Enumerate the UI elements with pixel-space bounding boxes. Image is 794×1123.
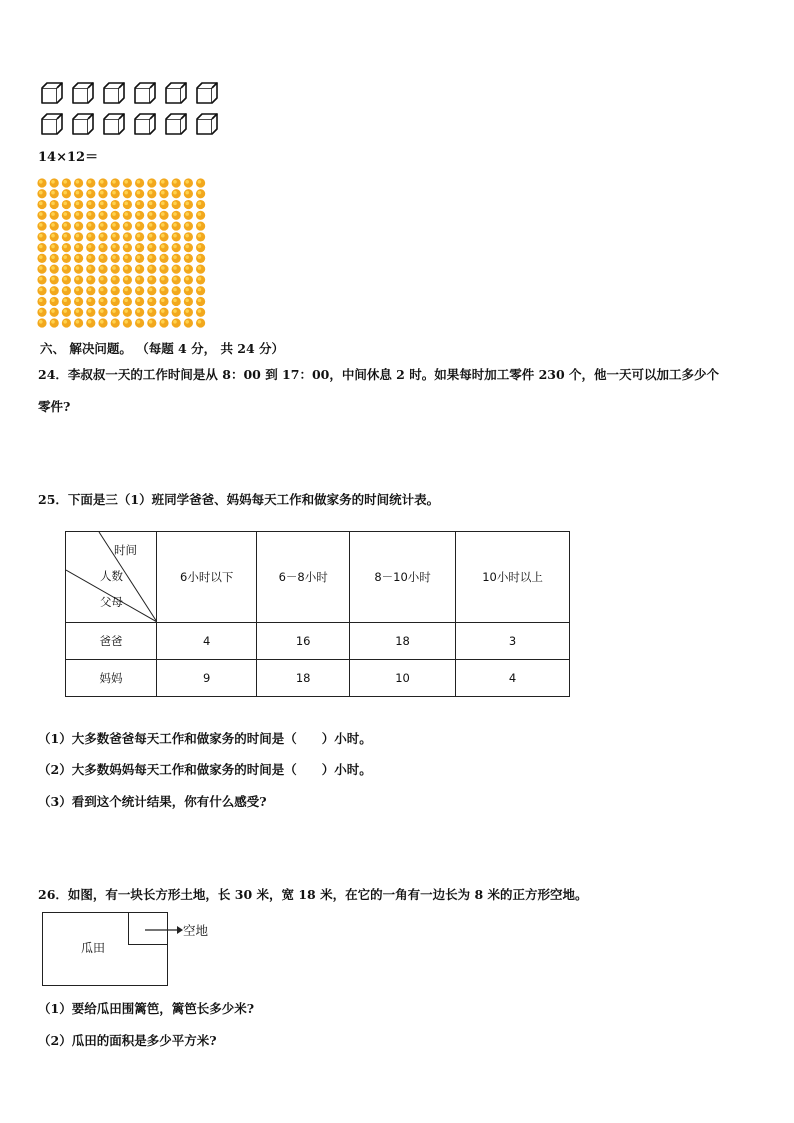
dot-highlight [173,245,177,249]
dot-highlight [100,245,104,249]
dot-highlight [63,245,67,249]
table-cell: 16 [257,623,350,660]
dot-highlight [39,202,43,206]
dot-highlight [88,309,92,313]
cube [197,83,217,103]
dot-highlight [39,223,43,227]
table-cell: 3 [456,623,570,660]
dot-highlight [137,245,141,249]
dot-highlight [198,320,202,324]
dot-highlight [51,202,55,206]
dot-highlight [161,277,165,281]
dot-highlight [88,234,92,238]
dot-highlight [185,202,189,206]
dot-highlight [198,223,202,227]
dot-highlight [88,277,92,281]
dot-highlight [88,255,92,259]
dot-highlight [51,320,55,324]
dot-highlight [51,298,55,302]
dot-highlight [88,180,92,184]
dot-highlight [39,266,43,270]
cube [166,83,186,103]
dot-highlight [185,288,189,292]
dot-highlight [100,255,104,259]
dot-highlight [51,212,55,216]
dot-highlight [112,191,116,195]
dot-highlight [137,309,141,313]
dot-highlight [51,288,55,292]
dot-highlight [39,255,43,259]
dot-highlight [149,277,153,281]
dot-highlight [173,266,177,270]
dot-highlight [76,277,80,281]
dot-highlight [51,223,55,227]
dot-highlight [149,266,153,270]
dot-highlight [63,191,67,195]
dot-highlight [88,266,92,270]
dot-highlight [198,277,202,281]
dot-highlight [76,245,80,249]
section-heading: 六、 解决问题。 （每题 4 分， 共 24 分） [40,341,285,356]
table-cell: 4 [157,623,257,660]
column-header: 8－10小时 [349,532,455,623]
dot-highlight [76,298,80,302]
dot-highlight [63,234,67,238]
dot-highlight [124,309,128,313]
q26-sub1: （1）要给瓜田围篱笆，篱笆长多少米? [38,1001,255,1016]
dot-highlight [198,288,202,292]
dot-highlight [100,180,104,184]
dot-highlight [137,212,141,216]
dot-highlight [124,320,128,324]
cube [73,83,93,103]
dot-highlight [51,255,55,259]
dot-highlight [63,266,67,270]
dot-highlight [185,223,189,227]
dot-highlight [137,191,141,195]
empty-label: 空地 [183,923,209,938]
dot-highlight [112,212,116,216]
table-cell: 10 [349,660,455,697]
stats-table [65,531,570,697]
dot-highlight [63,309,67,313]
dot-highlight [39,320,43,324]
dot-highlight [112,309,116,313]
cube [73,114,93,134]
q26-sub2: （2）瓜田的面积是多少平方米? [38,1033,217,1048]
dot-highlight [112,234,116,238]
dot-highlight [149,180,153,184]
dot-highlight [63,320,67,324]
dot-highlight [124,223,128,227]
table-cell: 18 [257,660,350,697]
dot-highlight [198,245,202,249]
dot-highlight [149,245,153,249]
dot-highlight [198,255,202,259]
dot-highlight [137,266,141,270]
q24-text-line2: 零件? [38,399,71,414]
dot-highlight [185,234,189,238]
dot-highlight [88,245,92,249]
dot-highlight [100,288,104,292]
column-header: 6－8小时 [257,532,350,623]
dot-highlight [149,320,153,324]
dot-highlight [198,234,202,238]
q25-sub1: （1）大多数爸爸每天工作和做家务的时间是（ ）小时。 [38,731,372,746]
dot-highlight [76,191,80,195]
dot-highlight [51,191,55,195]
cube [104,83,124,103]
dot-highlight [173,309,177,313]
dot-highlight [173,320,177,324]
dot-highlight [76,320,80,324]
dot-highlight [76,180,80,184]
dot-highlight [112,277,116,281]
dot-highlight [161,245,165,249]
dot-highlight [112,202,116,206]
dot-highlight [88,212,92,216]
table-cell: 9 [157,660,257,697]
dot-highlight [88,320,92,324]
dot-highlight [39,180,43,184]
table-cell: 18 [349,623,455,660]
multiplication-expression: 14×12＝ [38,150,99,165]
dot-highlight [63,223,67,227]
dot-highlight [198,298,202,302]
dot-highlight [198,191,202,195]
dot-highlight [100,320,104,324]
dot-highlight [76,309,80,313]
row-label: 妈妈 [66,660,157,697]
dot-highlight [124,245,128,249]
dot-highlight [198,309,202,313]
dot-highlight [185,212,189,216]
dot-highlight [124,266,128,270]
dot-highlight [88,288,92,292]
q26-intro: 26．如图，有一块长方形土地，长 30 米，宽 18 米，在它的一角有一边长为 8 米的正方形空地。 [38,887,588,902]
dot-highlight [88,298,92,302]
dot-highlight [185,180,189,184]
cube [42,114,62,134]
dot-highlight [185,266,189,270]
dot-highlight [76,255,80,259]
dot-highlight [124,202,128,206]
row-label: 爸爸 [66,623,157,660]
cube [135,83,155,103]
dot-highlight [124,288,128,292]
dot-highlight [149,202,153,206]
dot-highlight [76,212,80,216]
table-row-mom [66,660,570,697]
dot-highlight [112,320,116,324]
dot-highlight [112,298,116,302]
dot-highlight [173,234,177,238]
dot-highlight [124,277,128,281]
cube [104,114,124,134]
dot-highlight [173,255,177,259]
dot-highlight [100,298,104,302]
dot-highlight [149,234,153,238]
dot-highlight [88,202,92,206]
dot-highlight [137,298,141,302]
dot-highlight [173,191,177,195]
dot-highlight [100,202,104,206]
dot-highlight [173,298,177,302]
dot-highlight [185,320,189,324]
q24-text-line1: 24．李叔叔一天的工作时间是从 8：00 到 17：00，中间休息 2 时。如果每时加工零件 230 个，他一天可以加工多少个 [38,367,720,382]
dot-highlight [124,180,128,184]
dot-highlight [173,223,177,227]
dot-highlight [63,298,67,302]
dot-highlight [173,288,177,292]
dot-highlight [161,255,165,259]
dot-highlight [112,180,116,184]
dot-highlight [185,245,189,249]
table-corner-cell [66,532,157,623]
dot-highlight [88,223,92,227]
dot-highlight [198,202,202,206]
dot-highlight [100,266,104,270]
corner-label-count: 人数 [100,569,123,583]
dot-highlight [161,320,165,324]
dot-highlight [100,277,104,281]
dot-highlight [185,191,189,195]
dot-highlight [173,202,177,206]
dot-highlight [39,298,43,302]
dot-highlight [161,202,165,206]
dot-highlight [63,255,67,259]
dot-highlight [63,212,67,216]
cube [42,83,62,103]
corner-label-time: 时间 [114,543,137,557]
corner-label-parent: 父母 [100,595,123,609]
dot-highlight [63,277,67,281]
cube-grid [40,82,230,138]
dot-highlight [137,255,141,259]
dot-highlight [100,191,104,195]
dot-highlight [100,309,104,313]
dot-highlight [198,212,202,216]
q25-intro: 25．下面是三（1）班同学爸爸、妈妈每天工作和做家务的时间统计表。 [38,492,440,507]
dot-highlight [100,212,104,216]
dot-highlight [39,234,43,238]
dot-highlight [39,288,43,292]
dot-highlight [100,223,104,227]
dot-grid-figure [36,177,212,329]
dot-highlight [173,277,177,281]
dot-highlight [198,266,202,270]
dot-highlight [198,180,202,184]
dot-highlight [39,191,43,195]
dot-highlight [161,234,165,238]
dot-highlight [39,212,43,216]
dot-highlight [161,180,165,184]
dot-highlight [161,223,165,227]
dot-highlight [76,234,80,238]
dot-highlight [161,266,165,270]
dot-highlight [161,309,165,313]
dot-highlight [76,223,80,227]
dot-highlight [63,202,67,206]
dot-highlight [112,245,116,249]
dot-highlight [149,223,153,227]
dot-highlight [112,266,116,270]
cube [197,114,217,134]
dot-highlight [124,212,128,216]
dot-highlight [112,223,116,227]
dot-highlight [51,277,55,281]
dot-highlight [63,288,67,292]
dot-highlight [185,255,189,259]
cubes-figure [40,82,230,138]
dot-highlight [161,288,165,292]
dot-highlight [76,266,80,270]
dot-highlight [137,180,141,184]
dot-highlight [51,309,55,313]
field-label: 瓜田 [81,941,106,955]
q25-sub2: （2）大多数妈妈每天工作和做家务的时间是（ ）小时。 [38,762,372,777]
dot-highlight [137,223,141,227]
dot-highlight [173,212,177,216]
dot-highlight [185,277,189,281]
dot-highlight [137,234,141,238]
dot-highlight [51,245,55,249]
dot-highlight [137,288,141,292]
dot-highlight [137,277,141,281]
dot-highlight [161,298,165,302]
dot-highlight [124,234,128,238]
dot-highlight [51,266,55,270]
dot-highlight [51,234,55,238]
arrow-icon [145,924,183,936]
dot-highlight [149,288,153,292]
dot-highlight [124,191,128,195]
dot-highlight [149,212,153,216]
column-header: 10小时以上 [456,532,570,623]
dot-highlight [124,298,128,302]
dot-highlight [63,180,67,184]
dot-highlight [161,212,165,216]
dot-highlight [51,180,55,184]
table-row-dad [66,623,570,660]
dot-highlight [149,255,153,259]
column-header: 6小时以下 [157,532,257,623]
table-cell: 4 [456,660,570,697]
dot-highlight [149,191,153,195]
dot-highlight [124,255,128,259]
dot-highlight [100,234,104,238]
dot-highlight [161,191,165,195]
dot-highlight [185,298,189,302]
dot-highlight [173,180,177,184]
dot-highlight [149,309,153,313]
dot-highlight [112,255,116,259]
dot-highlight [137,202,141,206]
cube [166,114,186,134]
dot-highlight [149,298,153,302]
dot-highlight [39,277,43,281]
dot-highlight [39,309,43,313]
dot-highlight [185,309,189,313]
q25-sub3: （3）看到这个统计结果，你有什么感受? [38,794,267,809]
dot-highlight [88,191,92,195]
dot-highlight [76,288,80,292]
dot-highlight [112,288,116,292]
dot-highlight [39,245,43,249]
dot-highlight [137,320,141,324]
cube [135,114,155,134]
dot-highlight [76,202,80,206]
